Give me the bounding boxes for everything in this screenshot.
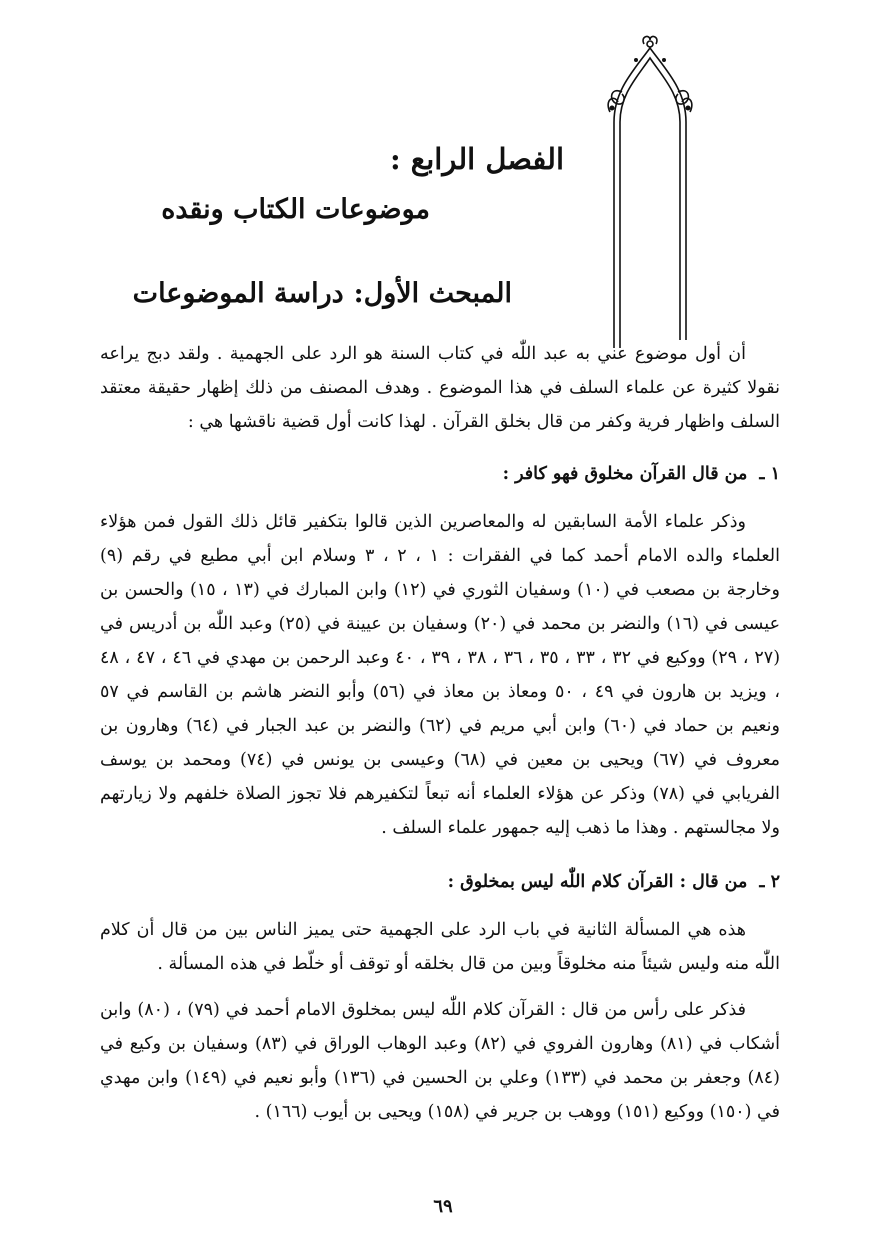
chapter-title: الفصل الرابع :	[389, 142, 564, 176]
item1-heading-text: من قال القرآن مخلوق فهو كافر :	[502, 464, 748, 484]
section-title: المبحث الأول	[363, 278, 512, 309]
item2-paragraph-2	[100, 993, 780, 1129]
intro-paragraph	[100, 337, 780, 439]
item2-heading	[448, 872, 780, 892]
item2-paragraph-1	[100, 913, 780, 981]
chapter-ornament-frame-icon	[600, 30, 700, 350]
item2-paragraph-2-text: فذكر على رأس من قال : القرآن كلام اللّٰه ليس بمخلوق الامام أحمد في (٧٩) ، (٨٠) وابن أشكاب في (٨١) وهارون الفروي في (٨٢) وعبد الوهاب الوراق في (٨٣) وسفيان بن وكيع في (٨٤) وجعفر بن محمد في (١٣٣) وعلي بن الحسين في (١٣٦) وأبو نعيم في (١٤٩) وابن مهدي في (١٥٠) ووكيع (١٥١) ووهب بن جرير في (١٥٨) ويحيى بن أيوب (١٦٦) .	[100, 1000, 780, 1122]
item1-number: ١ ـ	[759, 464, 780, 484]
intro-paragraph-text: أن أول موضوع عني به عبد اللّٰه في كتاب السنة هو الرد على الجهمية . ولقد دبج يراعه نقولا كثيرة عن علماء السلف في هذا الموضوع . وهدف المصنف من ذلك إظهار حقيقة معتقد السلف واظهار فرية وكفر من قال بخلق القرآن . لهذا كانت أول قضية ناقشها هي :	[100, 344, 780, 432]
section-heading	[133, 278, 512, 309]
item1-paragraph	[100, 505, 780, 845]
section-colon: :	[353, 278, 364, 309]
item2-paragraph-1-text: هذه هي المسألة الثانية في باب الرد على الجهمية حتى يميز الناس بين من قال أن كلام اللّٰه منه وليس شيئاً منه مخلوقاً وبين من قال بخلقه أو توقف أو خلّط في هذه المسألة .	[100, 920, 780, 974]
section-name: دراسة الموضوعات	[132, 278, 344, 309]
item2-number: ٢ ـ	[759, 872, 780, 892]
item2-heading-text: من قال : القرآن كلام اللّٰه ليس بمخلوق :	[447, 872, 748, 892]
item1-heading	[503, 464, 780, 484]
item1-paragraph-text: وذكر علماء الأمة السابقين له والمعاصرين الذين قالوا بتكفير قائل ذلك القول فمن هؤلاء العلماء والده الامام أحمد كما في الفقرات : ١ ، ٢ ، ٣ وسلام ابن أبي مطيع في رقم (٩) وخارجة بن مصعب في (١٠) وسفيان الثوري في (١٢) وابن المبارك في (١٣ ، ١٥) والحسن بن عيسى في (١٦) والنضر بن محمد في (٢٠) وسفيان بن عيينة في (٢٥) وعبد اللّٰه بن أدريس في (٢٧ ، ٢٩) ووكيع في ٣٢ ، ٣٣ ، ٣٥ ، ٣٦ ، ٣٨ ، ٣٩ ، ٤٠ وعبد الرحمن بن مهدي في ٤٦ ، ٤٧ ، ٤٨ ، ويزيد بن هارون في ٤٩ ، ٥٠ ومعاذ بن معاذ في (٥٦) وأبو النضر هاشم بن القاسم في ٥٧ ونعيم بن حماد في (٦٠) وابن أبي مريم في (٦٢) والنضر بن عبد الجبار في (٦٤) وهارون بن معروف في (٦٧) ويحيى بن معين في (٦٨) وعيسى بن يونس في (٧٤) ومحمد بن يوسف الفريابي في (٧٨) وذكر عن هؤلاء العلماء أنه تبعاً لتكفيرهم فلا تجوز الصلاة خلفهم ولا زيارتهم ولا مجالستهم . وهذا ما ذهب إليه جمهور علماء السلف .	[100, 512, 781, 838]
page-number: ٦٩	[433, 1196, 453, 1217]
chapter-subtitle: موضوعات الكتاب ونقده	[161, 194, 430, 225]
